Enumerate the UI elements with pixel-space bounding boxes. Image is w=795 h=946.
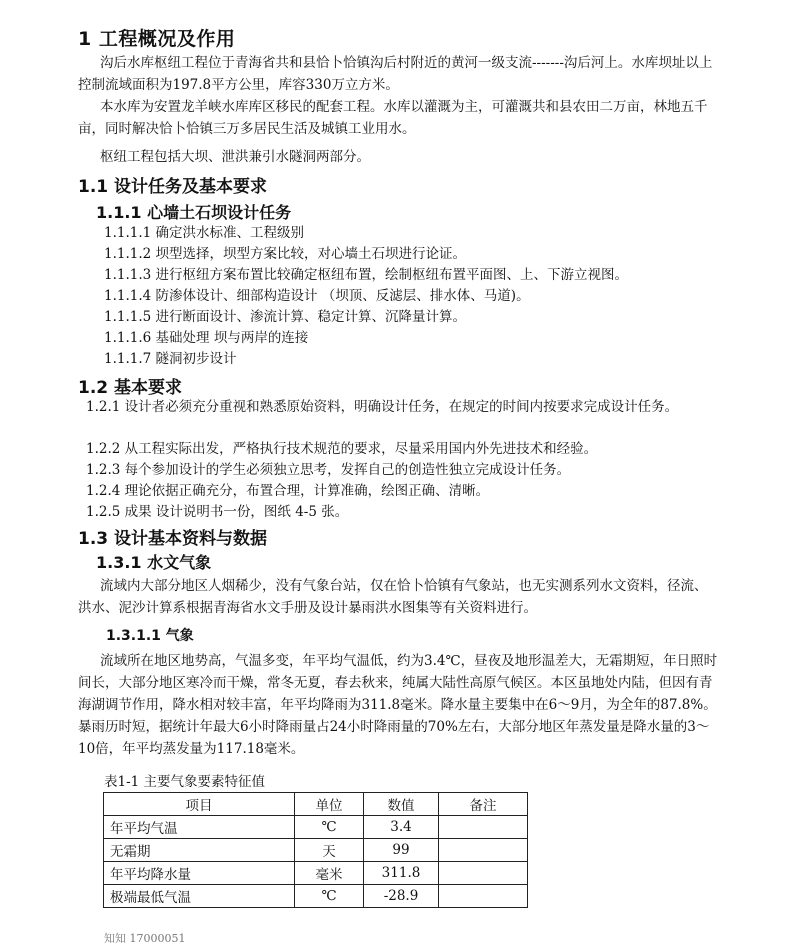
table-caption: 表1-1 主要气象要素特征值 [104, 774, 266, 790]
climate-paragraph: 流域所在地区地势高，气温多变，年平均气温低，约为3.4℃，昼夜及地形温差大，无霜期短，年日照时间长，大部分地区寒冷而干燥，常冬无夏，春去秋来，纯属大陆性高原气候区。本区虽地处内陆，但因有青海湖调节作用，降水相对较丰富，年平均降雨为311.8毫米。降水量主要集中在6～9月，为全年的87.8%。暴雨历时短，据统计年最大6小时降雨量占24小时降雨量的70%左右，大部分地区年蒸发量是降水量的3～10倍，年平均蒸发量为117.18毫米。 [78, 653, 718, 757]
table-cell: 3.4 [364, 816, 439, 839]
task-item: 1.1.1.4 防渗体设计、细部构造设计 （坝顶、反滤层、排水体、马道)。 [104, 288, 530, 304]
table-cell: ℃ [295, 816, 364, 839]
chapter-title: 1 工程概况及作用 [78, 28, 236, 50]
subsection-title-1-1-1: 1.1.1 心墙土石坝设计任务 [96, 203, 292, 222]
table-cell [439, 816, 528, 839]
table-cell: 年平均降水量 [104, 862, 295, 885]
table-cell: 311.8 [364, 862, 439, 885]
requirement-item: 1.2.1 设计者必须充分重视和熟悉原始资料，明确设计任务，在规定的时间内按要求完成设计任务。 [86, 399, 679, 415]
subsection-title-1-3-1: 1.3.1 水文气象 [96, 553, 212, 572]
table-row [104, 839, 528, 862]
subsubsection-title-1-3-1-1: 1.3.1.1 气象 [106, 628, 194, 644]
intro-paragraph-2: 本水库为安置龙羊峡水库库区移民的配套工程。水库以灌溉为主，可灌溉共和县农田二万亩，林地五千亩，同时解决恰卜恰镇三万多居民生活及城镇工业用水。 [78, 99, 708, 137]
table-cell [439, 839, 528, 862]
task-item: 1.1.1.5 进行断面设计、渗流计算、稳定计算、沉降量计算。 [104, 309, 467, 325]
table-header-cell: 单位 [295, 793, 364, 816]
task-item: 1.1.1.7 隧洞初步设计 [104, 351, 237, 367]
table-row [104, 885, 528, 908]
table-cell [439, 862, 528, 885]
task-item: 1.1.1.1 确定洪水标准、工程级别 [104, 225, 305, 241]
intro-paragraph-1: 沟后水库枢纽工程位于青海省共和县恰卜恰镇沟后村附近的黄河一级支流-------沟后河上。水库坝址以上控制流域面积为197.8平方公里，库容330万立方米。 [78, 55, 713, 93]
climate-table [103, 792, 528, 908]
requirement-item: 1.2.4 理论依据正确充分，布置合理，计算准确，绘图正确、清晰。 [86, 483, 490, 499]
hydrology-paragraph: 流域内大部分地区人烟稀少，没有气象台站，仅在恰卜恰镇有气象站，也无实测系列水文资料，径流、洪水、泥沙计算系根据青海省水文手册及设计暴雨洪水图集等有关资料进行。 [78, 578, 708, 616]
requirement-item: 1.2.5 成果 设计说明书一份，图纸 4-5 张。 [86, 504, 349, 520]
section-title-1-2: 1.2 基本要求 [78, 378, 183, 398]
section-title-1-3: 1.3 设计基本资料与数据 [78, 529, 268, 549]
task-item: 1.1.1.2 坝型选择，坝型方案比较，对心墙土石坝进行论证。 [104, 246, 467, 262]
table-cell: 99 [364, 839, 439, 862]
intro-paragraph-3: 枢纽工程包括大坝、泄洪兼引水隧洞两部分。 [100, 149, 370, 165]
table-row [104, 862, 528, 885]
table-cell: ℃ [295, 885, 364, 908]
table-cell: 年平均气温 [104, 816, 295, 839]
table-cell: -28.9 [364, 885, 439, 908]
page-footer: 知知 17000051 [104, 932, 186, 945]
table-cell: 毫米 [295, 862, 364, 885]
table-header-cell: 数值 [364, 793, 439, 816]
requirement-item: 1.2.3 每个参加设计的学生必须独立思考，发挥自己的创造性独立完成设计任务。 [86, 462, 571, 478]
table-cell: 极端最低气温 [104, 885, 295, 908]
task-item: 1.1.1.6 基础处理 坝与两岸的连接 [104, 330, 309, 346]
task-item: 1.1.1.3 进行枢纽方案布置比较确定枢纽布置，绘制枢纽布置平面图、上、下游立视图。 [104, 267, 629, 283]
table-cell [439, 885, 528, 908]
section-title-1-1: 1.1 设计任务及基本要求 [78, 177, 268, 197]
table-header-cell: 项目 [104, 793, 295, 816]
requirement-item: 1.2.2 从工程实际出发，严格执行技术规范的要求，尽量采用国内外先进技术和经验。 [86, 441, 598, 457]
table-header-row [104, 793, 528, 816]
table-row [104, 816, 528, 839]
table-cell: 天 [295, 839, 364, 862]
table-cell: 无霜期 [104, 839, 295, 862]
table-header-cell: 备注 [439, 793, 528, 816]
